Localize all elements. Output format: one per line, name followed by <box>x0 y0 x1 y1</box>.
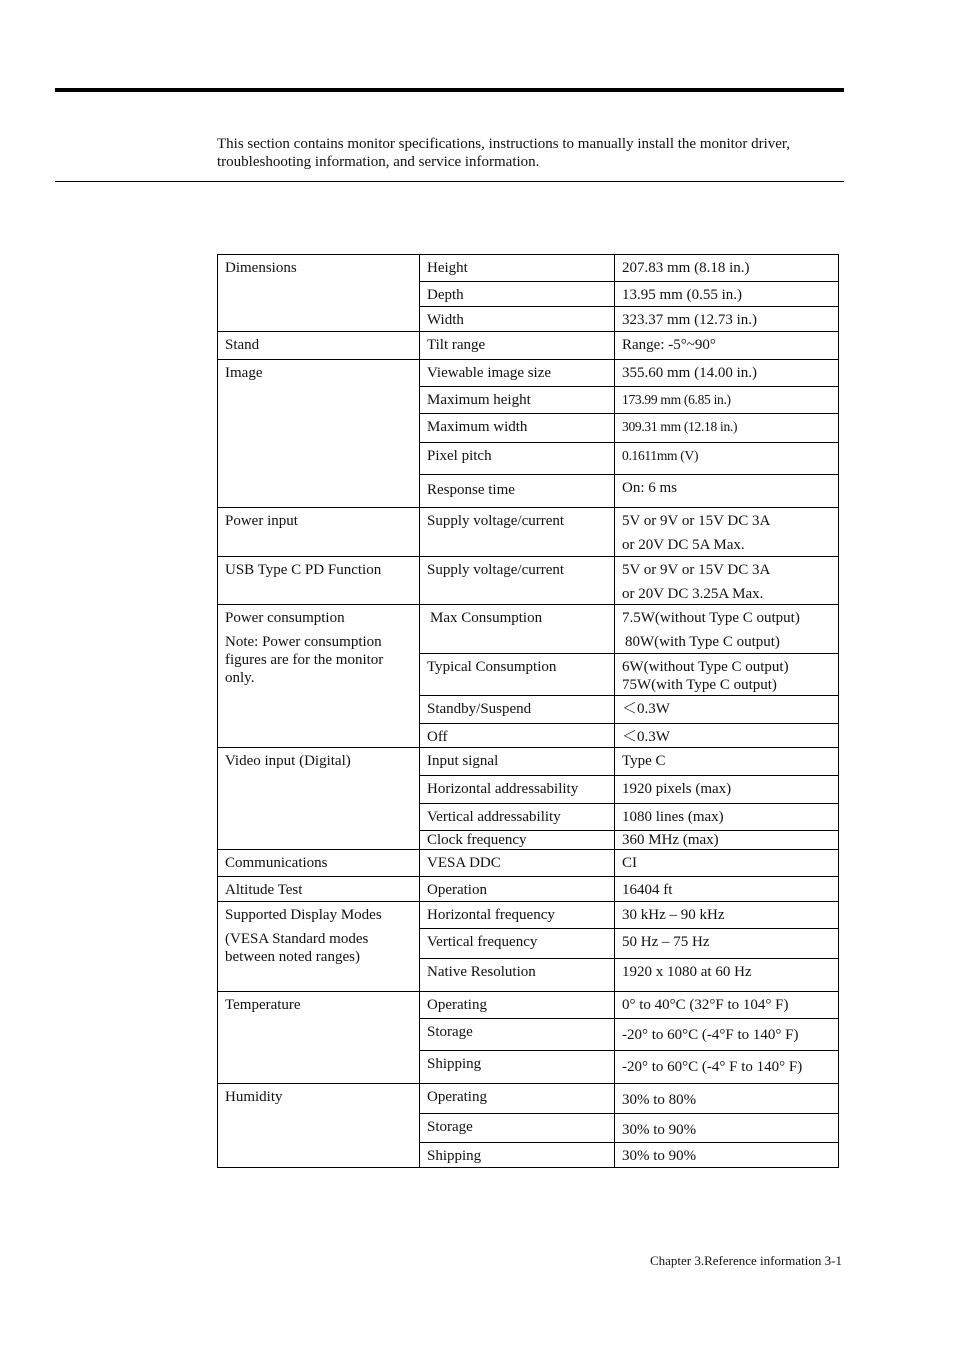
spec-value-line: 80W(with Type C output) <box>625 634 780 650</box>
spec-value-line: or 20V DC 5A Max. <box>622 537 745 553</box>
spec-key: Max Consumption <box>420 605 615 654</box>
spec-key: Maximum width <box>420 414 615 443</box>
table-row <box>218 992 839 1019</box>
spec-value: 355.60 mm (14.00 in.) <box>615 360 839 387</box>
spec-value: Range: -5°~90° <box>615 332 839 360</box>
spec-key: Supply voltage/current <box>420 557 615 605</box>
spec-value-line: 5V or 9V or 15V DC 3A <box>622 562 771 578</box>
spec-key: Shipping <box>420 1051 615 1084</box>
spec-key: Operation <box>420 877 615 902</box>
spec-key: Width <box>420 307 615 332</box>
table-row <box>218 1084 839 1114</box>
spec-value: 173.99 mm (6.85 in.) <box>615 387 839 414</box>
spec-category: Temperature <box>218 992 420 1084</box>
spec-key: Maximum height <box>420 387 615 414</box>
intro-paragraph <box>217 135 837 171</box>
spec-value: 0.1611mm (V) <box>615 443 839 475</box>
spec-value: 323.37 mm (12.73 in.) <box>615 307 839 332</box>
spec-category: Stand <box>218 332 420 360</box>
spec-value: 1920 pixels (max) <box>615 776 839 804</box>
spec-key: Input signal <box>420 748 615 776</box>
spec-key: Vertical addressability <box>420 804 615 831</box>
spec-key: Supply voltage/current <box>420 508 615 557</box>
spec-value-line: or 20V DC 3.25A Max. <box>622 586 764 602</box>
spec-category-label: Power consumption <box>225 610 345 626</box>
spec-value <box>615 508 839 557</box>
spec-value: 13.95 mm (0.55 in.) <box>615 282 839 307</box>
spec-category: Dimensions <box>218 255 420 332</box>
spec-key: Horizontal frequency <box>420 902 615 929</box>
spec-value: 0° to 40°C (32°F to 104° F) <box>615 992 839 1019</box>
table-row <box>218 605 839 654</box>
table-row <box>218 850 839 877</box>
spec-key: Pixel pitch <box>420 443 615 475</box>
spec-category: Image <box>218 360 420 508</box>
spec-category: Communications <box>218 850 420 877</box>
section-rule <box>55 181 844 182</box>
spec-category-note: (VESA Standard modes between noted ranges) <box>225 931 369 965</box>
spec-category-label: Supported Display Modes <box>225 907 382 923</box>
spec-category <box>218 605 420 748</box>
spec-key: Depth <box>420 282 615 307</box>
spec-value-line: 5V or 9V or 15V DC 3A <box>622 513 771 529</box>
table-row <box>218 360 839 387</box>
table-row <box>218 332 839 360</box>
spec-key: Storage <box>420 1114 615 1143</box>
spec-value: 30% to 80% <box>615 1084 839 1114</box>
spec-value: 30 kHz – 90 kHz <box>615 902 839 929</box>
spec-key: Response time <box>420 475 615 508</box>
spec-value: Type C <box>615 748 839 776</box>
intro-line: This section contains monitor specifications, instructions to manually install the monitor driver, <box>217 136 791 152</box>
spec-value: 1080 lines (max) <box>615 804 839 831</box>
spec-key: Clock frequency <box>420 831 615 850</box>
spec-category: Power input <box>218 508 420 557</box>
spec-value: 16404 ft <box>615 877 839 902</box>
spec-table <box>217 254 839 1168</box>
spec-key: VESA DDC <box>420 850 615 877</box>
spec-value: 309.31 mm (12.18 in.) <box>615 414 839 443</box>
spec-value: -20° to 60°C (-4° F to 140° F) <box>615 1051 839 1084</box>
table-row <box>218 255 839 282</box>
spec-category: Altitude Test <box>218 877 420 902</box>
spec-key: Height <box>420 255 615 282</box>
spec-category: USB Type C PD Function <box>218 557 420 605</box>
spec-value-line: 75W(with Type C output) <box>622 677 777 693</box>
spec-value: 360 MHz (max) <box>615 831 839 850</box>
spec-category-note: Note: Power consumption figures are for the monitor only. <box>225 634 384 686</box>
spec-key: Storage <box>420 1019 615 1051</box>
spec-key: Typical Consumption <box>420 654 615 696</box>
spec-value: 50 Hz – 75 Hz <box>615 929 839 959</box>
spec-category <box>218 902 420 992</box>
spec-value <box>615 654 839 696</box>
spec-value: -20° to 60°C (-4°F to 140° F) <box>615 1019 839 1051</box>
spec-category: Video input (Digital) <box>218 748 420 850</box>
spec-value: 207.83 mm (8.18 in.) <box>615 255 839 282</box>
header-rule <box>55 88 844 92</box>
table-row <box>218 902 839 929</box>
spec-key: Off <box>420 724 615 748</box>
table-row <box>218 877 839 902</box>
spec-key: Tilt range <box>420 332 615 360</box>
spec-key: Viewable image size <box>420 360 615 387</box>
spec-value-line: 7.5W(without Type C output) <box>622 610 800 626</box>
spec-category: Humidity <box>218 1084 420 1168</box>
spec-value-line: 6W(without Type C output) <box>622 659 789 675</box>
spec-key: Vertical frequency <box>420 929 615 959</box>
spec-key: Operating <box>420 1084 615 1114</box>
table-row <box>218 508 839 557</box>
table-row <box>218 557 839 605</box>
spec-key: Operating <box>420 992 615 1019</box>
intro-line: troubleshooting information, and service information. <box>217 154 540 170</box>
spec-value: 30% to 90% <box>615 1114 839 1143</box>
spec-value: CI <box>615 850 839 877</box>
spec-value: ＜0.3W <box>615 696 839 724</box>
spec-key: Standby/Suspend <box>420 696 615 724</box>
spec-key: Native Resolution <box>420 959 615 992</box>
spec-value: On: 6 ms <box>615 475 839 508</box>
spec-value <box>615 557 839 605</box>
page-footer: Chapter 3.Reference information 3-1 <box>649 1253 842 1268</box>
spec-key: Shipping <box>420 1143 615 1168</box>
spec-value: 30% to 90% <box>615 1143 839 1168</box>
spec-value: ＜0.3W <box>615 724 839 748</box>
spec-value: 1920 x 1080 at 60 Hz <box>615 959 839 992</box>
table-row <box>218 748 839 776</box>
spec-key: Horizontal addressability <box>420 776 615 804</box>
spec-value <box>615 605 839 654</box>
